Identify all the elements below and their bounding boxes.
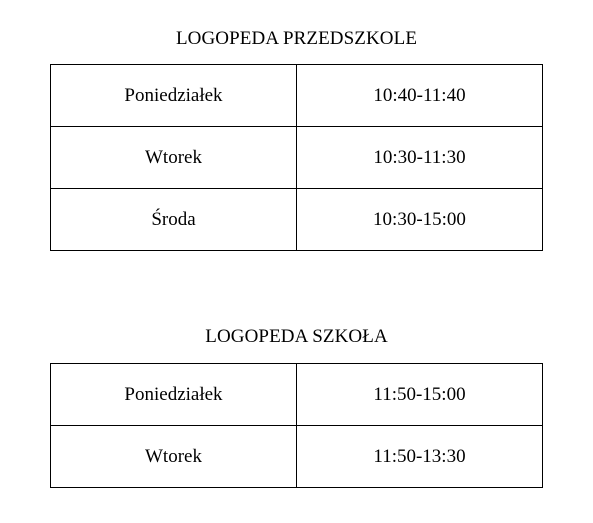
day-cell: Środa [51,189,297,251]
table-row [51,127,543,189]
table-row [51,65,543,127]
schedule-table-school [50,363,543,488]
table-row [51,189,543,251]
time-cell: 10:40-11:40 [297,65,543,127]
table-row [51,426,543,488]
time-cell: 11:50-13:30 [297,426,543,488]
day-cell: Wtorek [51,127,297,189]
time-cell: 11:50-15:00 [297,364,543,426]
day-cell: Wtorek [51,426,297,488]
time-cell: 10:30-15:00 [297,189,543,251]
table-row [51,364,543,426]
time-cell: 10:30-11:30 [297,127,543,189]
section-title-preschool: LOGOPEDA PRZEDSZKOLE [175,28,418,49]
day-cell: Poniedziałek [51,364,297,426]
schedule-table-preschool [50,64,543,251]
section-title-school: LOGOPEDA SZKOŁA [205,326,388,347]
day-cell: Poniedziałek [51,65,297,127]
